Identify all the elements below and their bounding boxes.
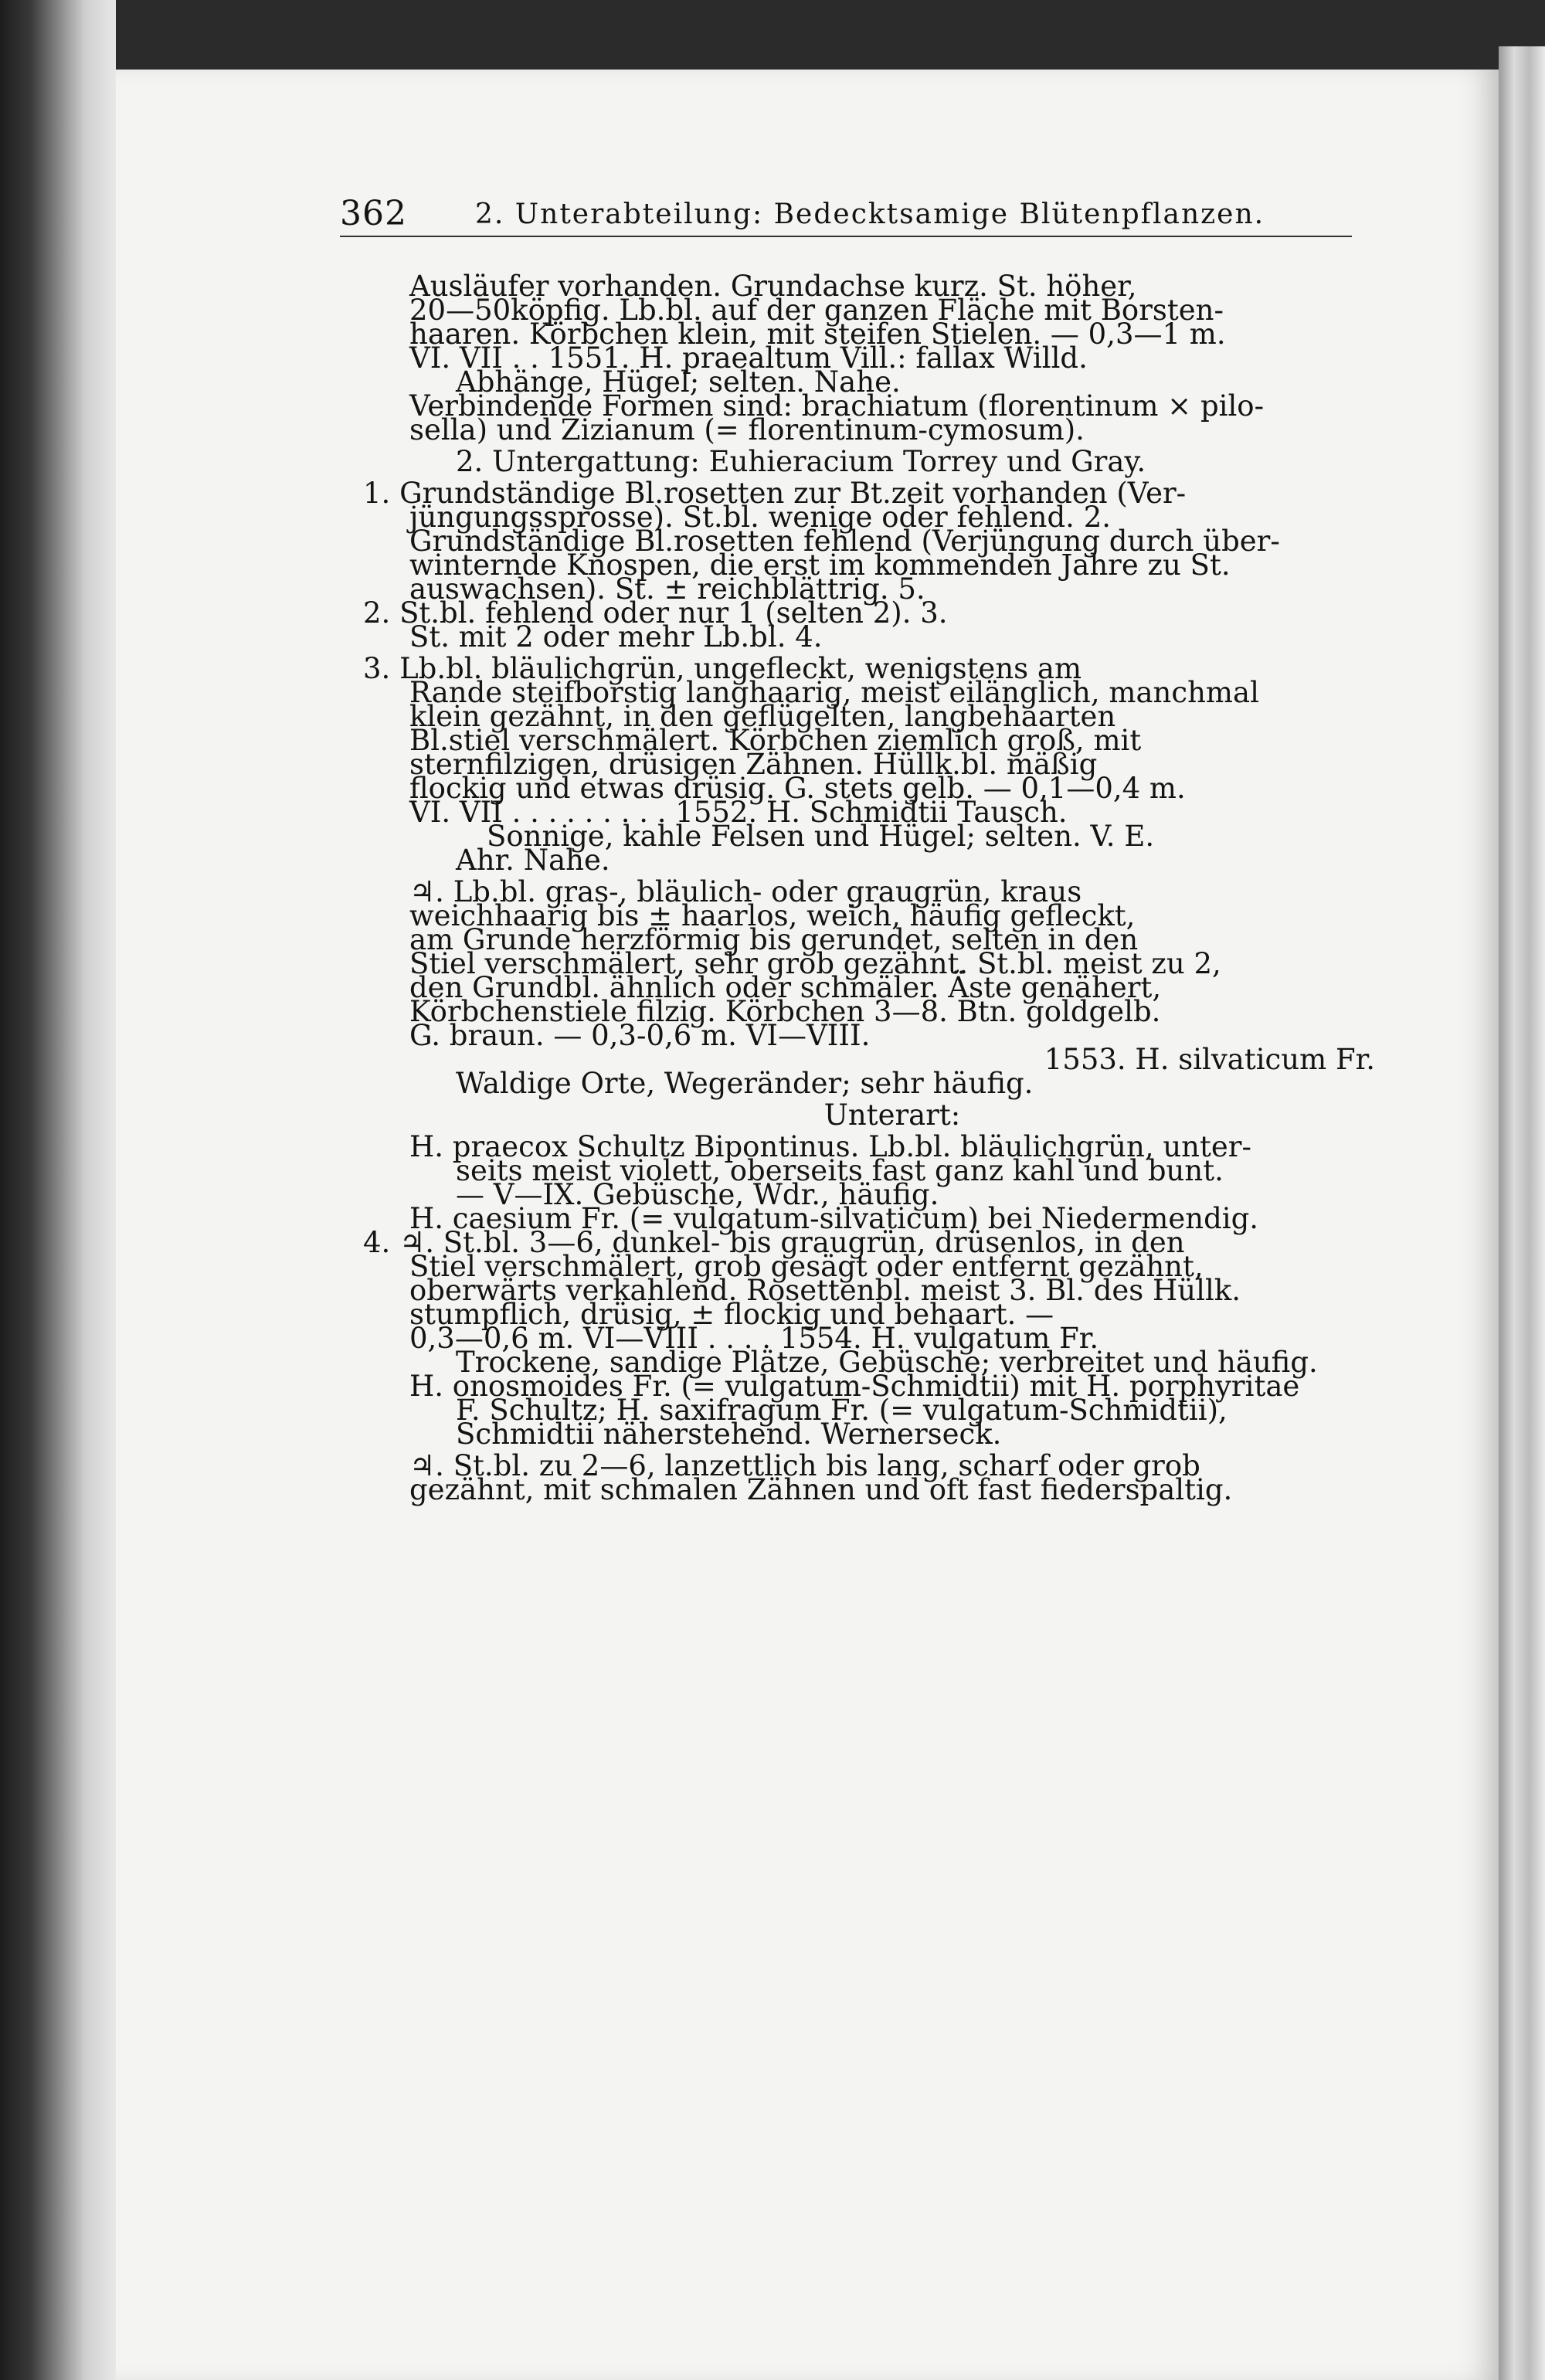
page-header — [340, 189, 1352, 237]
text-line: Ausläufer vorhanden. Grundachse kurz. St. höher, — [409, 270, 1137, 303]
text-line: VI. VII . . . . . . . . . 1552. H. Schmidtii Tausch. — [409, 796, 1068, 829]
book-edge-right — [1499, 46, 1545, 2380]
key-line: 4. ♃. St.bl. 3—6, dunkel- bis graugrün, drüsenlos, in den — [363, 1226, 1185, 1259]
text-line: weichhaarig bis ± haarlos, weich, häufig gefleckt, — [409, 899, 1136, 932]
text-line: oberwärts verkahlend. Rosettenbl. meist 3. Bl. des Hüllk. — [409, 1274, 1241, 1307]
text-line: am Grunde herzförmig bis gerundet, selten in den — [409, 923, 1139, 956]
page-body — [363, 270, 1375, 1506]
key-line: 2. St.bl. fehlend oder nur 1 (selten 2). 3. — [363, 596, 948, 630]
subheading: Unterart: — [823, 1098, 961, 1132]
key-line: 1. Grundständige Bl.rosetten zur Bt.zeit vorhanden (Ver- — [363, 477, 1187, 510]
text-line: 0,3—0,6 m. VI—VIII . . . . 1554. H. vulgatum Fr. — [409, 1322, 1099, 1355]
text-line: St. mit 2 oder mehr Lb.bl. 4. — [409, 620, 823, 654]
text-line: 20—50köpfig. Lb.bl. auf der ganzen Fläche mit Borsten- — [409, 294, 1224, 327]
text-line: 1553. H. silvaticum Fr. — [1044, 1043, 1375, 1076]
text-line: sella) und Zizianum (= florentinum-cymosum). — [409, 413, 1085, 446]
text-line: auswachsen). St. ± reichblättrig. 5. — [409, 572, 925, 606]
text-line: Grundständige Bl.rosetten fehlend (Verjüngung durch über- — [409, 525, 1280, 558]
text-line: flockig und etwas drüsig. G. stets gelb. — 0,1—0,4 m. — [409, 772, 1186, 805]
section-heading: 2. Untergattung: Euhieracium Torrey und Gray. — [456, 445, 1146, 478]
text-line: gezähnt, mit schmalen Zähnen und oft fast fiederspaltig. — [409, 1473, 1233, 1506]
text-line: Abhänge, Hügel; selten. Nahe. — [456, 365, 901, 399]
key-line: 3. Lb.bl. bläulichgrün, ungefleckt, wenigstens am — [363, 652, 1082, 685]
text-line: Körbchenstiele filzig. Körbchen 3—8. Btn. goldgelb. — [409, 995, 1161, 1028]
text-line: Stiel verschmälert, sehr grob gezähnt. St.bl. meist zu 2, — [409, 947, 1221, 980]
text-line: Bl.stiel verschmälert. Körbchen ziemlich groß, mit — [409, 724, 1142, 757]
book-edge-left — [0, 0, 116, 2380]
text-line: H. praecox Schultz Bipontinus. Lb.bl. bläulichgrün, unter- — [409, 1130, 1251, 1163]
text-line: Stiel verschmälert, grob gesägt oder entfernt gezähnt, — [409, 1250, 1204, 1283]
text-line: Schmidtii näherstehend. Wernerseck. — [456, 1417, 1002, 1451]
text-line: Ahr. Nahe. — [456, 844, 610, 877]
key-line: ♃. St.bl. zu 2—6, lanzettlich bis lang, scharf oder grob — [409, 1449, 1200, 1482]
text-line: F. Schultz; H. saxifragum Fr. (= vulgatum-Schmidtii), — [456, 1394, 1228, 1427]
text-line: — V—IX. Gebüsche, Wdr., häufig. — [456, 1178, 939, 1211]
text-line: Trockene, sandige Plätze, Gebüsche; verbreitet und häufig. — [456, 1346, 1318, 1379]
text-line: jüngungssprosse). St.bl. wenige oder fehlend. 2. — [409, 501, 1111, 534]
page-number: 362 — [340, 194, 407, 233]
text-line: G. braun. — 0,3-0,6 m. VI—VIII. — [409, 1019, 871, 1052]
text-line: VI. VII . . 1551. H. praealtum Vill.: fallax Willd. — [409, 341, 1088, 375]
text-line: Waldige Orte, Wegeränder; sehr häufig. — [456, 1067, 1034, 1100]
running-title: 2. Unterabteilung: Bedecktsamige Blütenpflanzen. — [475, 199, 1265, 230]
text-line: den Grundbl. ähnlich oder schmäler. Äste genähert, — [409, 971, 1162, 1004]
text-line: Verbindende Formen sind: brachiatum (florentinum × pilo- — [409, 389, 1265, 423]
text-line: stumpflich, drüsig, ± flockig und behaart. — — [409, 1298, 1054, 1331]
text-line: Sonnige, kahle Felsen und Hügel; selten. V. E. — [487, 820, 1155, 853]
text-line: klein gezähnt, in den geflügelten, langbehaarten — [409, 700, 1116, 733]
text-line: seits meist violett, oberseits fast ganz kahl und bunt. — [456, 1154, 1224, 1187]
text-line: Rande steifborstig langhaarig, meist eilänglich, manchmal — [409, 676, 1259, 709]
text-line: H. caesium Fr. (= vulgatum-silvaticum) bei Niedermendig. — [409, 1202, 1259, 1235]
text-line: sternfilzigen, drüsigen Zähnen. Hüllk.bl. mäßig — [409, 748, 1098, 781]
text-line: H. onosmoides Fr. (= vulgatum-Schmidtii) mit H. porphyritae — [409, 1370, 1300, 1403]
key-line: ♃. Lb.bl. gras-, bläulich- oder graugrün, kraus — [409, 875, 1082, 908]
text-line: winternde Knospen, die erst im kommenden Jahre zu St. — [409, 548, 1231, 582]
text-line: haaren. Körbchen klein, mit steifen Stielen. — 0,3—1 m. — [409, 317, 1226, 351]
